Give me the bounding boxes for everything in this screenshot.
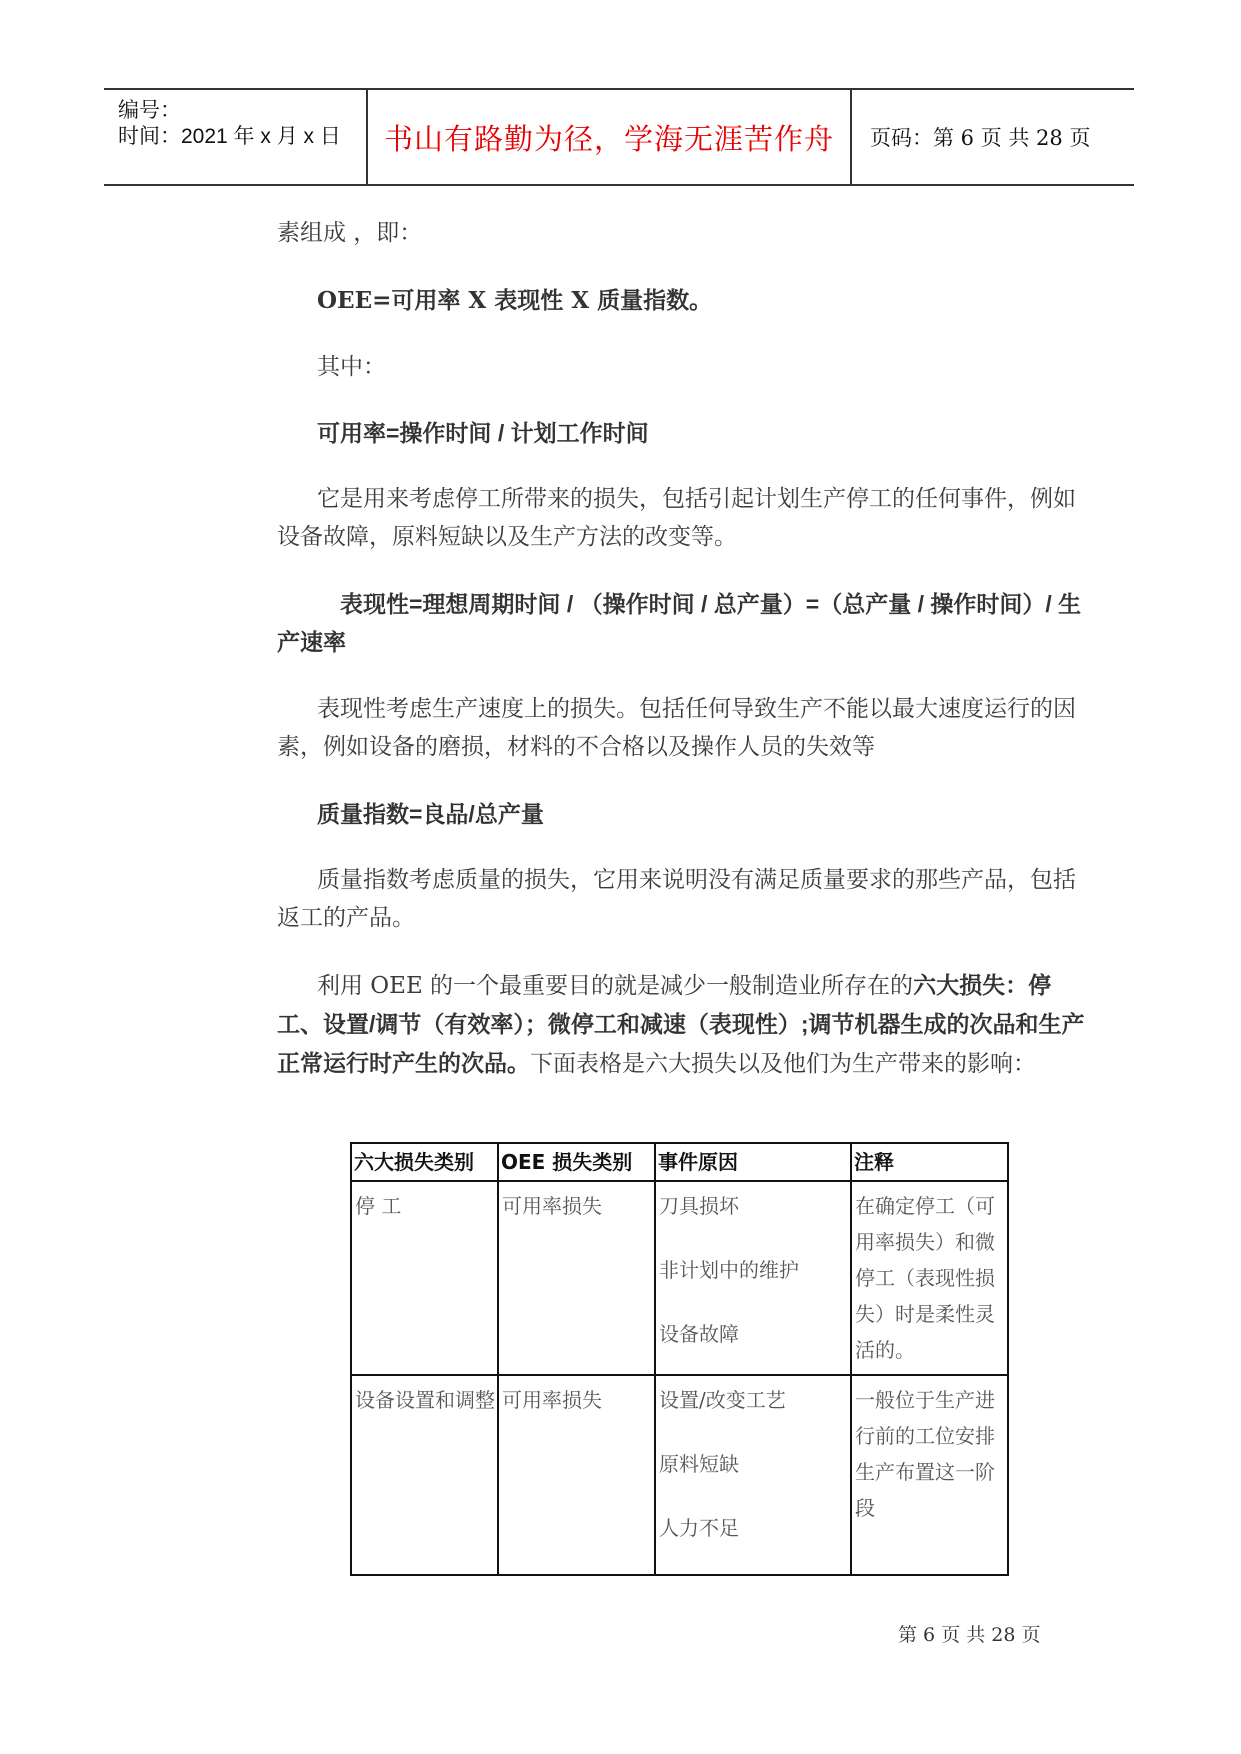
- note-line: 一般位于生产进: [855, 1388, 995, 1412]
- formula-quality: 质量指数=良品/总产量: [317, 801, 544, 827]
- paragraph-wherein: 其中：: [317, 354, 386, 380]
- table-cell-notes: [851, 1181, 1008, 1375]
- formula-oee: OEE=可用率 X 表现性 X 质量指数。: [317, 287, 713, 314]
- table-header-row: [351, 1143, 1008, 1181]
- table-cell-category: 设备设置和调整: [351, 1375, 498, 1575]
- document-number-label: 编号：: [118, 99, 181, 122]
- header-page-cell: [852, 90, 1134, 184]
- cause-item: 设备故障: [659, 1322, 739, 1346]
- table-cell-causes: [655, 1375, 851, 1575]
- table-cell-oee: 可用率损失: [498, 1375, 655, 1575]
- cause-item: 刀具损坏: [659, 1194, 739, 1218]
- cause-item: 人力不足: [659, 1516, 739, 1540]
- page-header: [104, 88, 1134, 186]
- table-cell-category: 停 工: [351, 1181, 498, 1375]
- table-header-cell: 事件原因: [655, 1143, 851, 1181]
- table-header-cell: OEE 损失类别: [498, 1143, 655, 1181]
- page-footer: 第 6 页 共 28 页: [898, 1624, 1041, 1646]
- cause-item: 原料短缺: [659, 1452, 739, 1476]
- paragraph-intro: 素组成 ，即：: [277, 220, 423, 246]
- table-cell-oee: 可用率损失: [498, 1181, 655, 1375]
- note-line: 停工（表现性损: [855, 1266, 995, 1290]
- paragraph-six-losses: [277, 966, 1089, 1083]
- header-meta: [104, 90, 368, 184]
- note-line: 生产布置这一阶: [855, 1460, 995, 1484]
- paragraph-availability: 它是用来考虑停工所带来的损失，包括引起计划生产停工的任何事件，例如设备故障，原料短缺以及生产方法的改变等。: [277, 486, 1076, 550]
- table-header-cell: 六大损失类别: [351, 1143, 498, 1181]
- table-header-cell: 注释: [851, 1143, 1008, 1181]
- formula-availability: 可用率=操作时间 / 计划工作时间: [317, 420, 649, 446]
- note-line: 用率损失）和微: [855, 1230, 995, 1254]
- paragraph-quality: 质量指数考虑质量的损失，它用来说明没有满足质量要求的那些产品，包括返工的产品。: [277, 867, 1076, 931]
- cause-item: 设置/改变工艺: [659, 1388, 786, 1412]
- note-line: 在确定停工（可: [855, 1194, 995, 1218]
- header-page-number: 页码：第 6 页 共 28 页: [870, 126, 1091, 150]
- formula-performance: 表现性=理想周期时间 / （操作时间 / 总产量）=（总产量 / 操作时间）/ 生产速率: [277, 591, 1082, 655]
- cause-item: 非计划中的维护: [659, 1258, 799, 1282]
- note-line: 失）时是柔性灵: [855, 1302, 995, 1326]
- note-line: 行前的工位安排: [855, 1424, 995, 1448]
- note-line: 活的。: [855, 1338, 915, 1362]
- paragraph-performance: 表现性考虑生产速度上的损失。包括任何导致生产不能以最大速度运行的因素，例如设备的磨损，材料的不合格以及操作人员的失效等: [277, 696, 1076, 760]
- note-line: 段: [855, 1496, 875, 1520]
- six-losses-lead: 利用 OEE 的一个最重要目的就是减少一般制造业所存在的: [317, 973, 914, 999]
- table-cell-causes: [655, 1181, 851, 1375]
- table-row: [351, 1181, 1008, 1375]
- six-losses-emphasis: 六大损失：停工、设置/调节（有效率）；微停工和减速（表现性）;调节机器生成的次品和生产正常运行时产生的次品。: [277, 972, 1085, 1076]
- table-row: [351, 1375, 1008, 1575]
- header-motto-cell: [368, 90, 852, 184]
- six-losses-tail: 下面表格是六大损失以及他们为生产带来的影响：: [530, 1051, 1036, 1077]
- header-motto: 书山有路勤为径，学海无涯苦作舟: [383, 121, 834, 156]
- table-cell-notes: [851, 1375, 1008, 1575]
- six-losses-table: [350, 1142, 1009, 1576]
- document-date: 时间：2021 年 x 月 x 日: [118, 125, 341, 148]
